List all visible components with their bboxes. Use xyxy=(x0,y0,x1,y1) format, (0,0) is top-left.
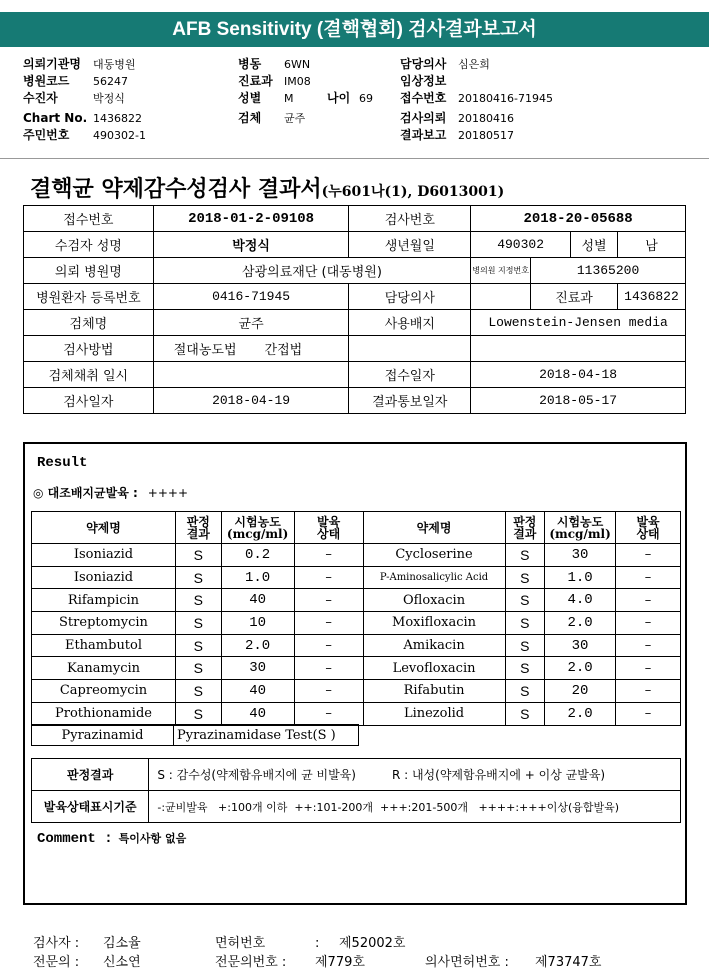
collect-date xyxy=(153,362,349,388)
table-row xyxy=(32,634,681,657)
patient-sex: 남 xyxy=(617,232,685,258)
info-value: 6WN xyxy=(284,58,311,71)
drug-drug-cell: Isoniazid xyxy=(32,544,176,567)
info-value: M xyxy=(284,92,294,105)
col-header-conc: 시험농도 (mcg/ml) xyxy=(221,512,294,544)
drug-result-cell: S xyxy=(175,702,221,725)
method-2: 간접법 xyxy=(264,343,303,358)
drug-result-cell: S xyxy=(175,634,221,657)
drug-drug-cell: Linezolid xyxy=(363,702,505,725)
drug-result-cell: S xyxy=(505,702,545,725)
drug-conc-cell: 1.0 xyxy=(221,566,294,589)
drug-result-cell: S xyxy=(175,680,221,703)
footer-row-2 xyxy=(33,951,601,970)
info-label: 검체 xyxy=(238,111,262,125)
cell-label: 검사번호 xyxy=(349,206,471,232)
info-value: 20180416-71945 xyxy=(458,92,553,105)
drug-drug-cell: Kanamycin xyxy=(32,657,176,680)
cell-label: 사용배지 xyxy=(349,310,471,336)
col-header-growth: 발육 상태 xyxy=(616,512,681,544)
info-label: 담당의사 xyxy=(400,57,447,71)
department: 1436822 xyxy=(617,284,685,310)
drug-growth-cell: – xyxy=(294,680,363,703)
pyrazinamide-table xyxy=(31,724,359,746)
drug-conc-cell: 30 xyxy=(545,544,616,567)
cell-label: 병원환자 등록번호 xyxy=(24,284,154,310)
drug-growth-cell: – xyxy=(294,566,363,589)
doctor-name xyxy=(471,284,531,310)
drug-growth-cell: – xyxy=(294,589,363,612)
info-col-3 xyxy=(400,56,553,144)
drug-growth-cell: – xyxy=(294,612,363,635)
received-date: 2018-04-18 xyxy=(471,362,686,388)
cell-label: 검사일자 xyxy=(24,388,154,414)
drug-drug-cell: Ofloxacin xyxy=(363,589,505,612)
drug-drug-cell: Prothionamide xyxy=(32,702,176,725)
license-number: 제52002호 xyxy=(339,936,406,951)
control-label: ◎ 대조배지균발육 : xyxy=(33,486,138,500)
info-label: 의뢰기관명 xyxy=(23,57,81,71)
col-header-drug: 약제명 xyxy=(363,512,505,544)
drug-drug-cell: Streptomycin xyxy=(32,612,176,635)
age-label: 나이 xyxy=(327,91,351,105)
test-number: 2018-20-05688 xyxy=(471,206,686,232)
info-value: 박정식 xyxy=(93,92,125,105)
drug-result-cell: S xyxy=(175,589,221,612)
comment-label: Comment : xyxy=(37,831,113,847)
hospital-name: 삼광의료재단 (대동병원) xyxy=(153,258,470,284)
table-row xyxy=(32,702,681,725)
info-value: 490302-1 xyxy=(93,129,146,142)
cell-label: 생년월일 xyxy=(349,232,471,258)
control-growth xyxy=(33,484,188,501)
cell-label: 접수번호 xyxy=(24,206,154,232)
drug-growth-cell: – xyxy=(616,589,681,612)
drug-conc-cell: 4.0 xyxy=(545,589,616,612)
table-row xyxy=(32,589,681,612)
designated-number: 11365200 xyxy=(531,258,686,284)
report-title-bar: AFB Sensitivity (결핵협회) 검사결과보고서 xyxy=(0,12,709,47)
drug-result-cell: S xyxy=(505,589,545,612)
culture-media: Lowenstein-Jensen media xyxy=(471,310,686,336)
drug-growth-cell: – xyxy=(294,657,363,680)
drug-conc-cell: 20 xyxy=(545,680,616,703)
specimen-name: 균주 xyxy=(153,310,349,336)
info-label: 수진자 xyxy=(23,91,58,105)
cell-label: 검체채취 일시 xyxy=(24,362,154,388)
info-label: 진료과 xyxy=(238,74,273,88)
col-header-growth: 발육 상태 xyxy=(294,512,363,544)
col-header-result: 판정 결과 xyxy=(505,512,545,544)
report-heading: 결핵균 약제감수성검사 결과서 xyxy=(30,176,322,202)
notify-date: 2018-05-17 xyxy=(471,388,686,414)
comment-value: 특이사항 없음 xyxy=(118,832,187,845)
drug-conc-cell: 40 xyxy=(221,589,294,612)
drug-result-cell: S xyxy=(175,544,221,567)
info-label: 성별 xyxy=(238,91,262,105)
doctor-license-number: 제73747호 xyxy=(535,955,602,970)
drug-conc-cell: 10 xyxy=(221,612,294,635)
judge-r: R : 내성(약제함유배지에 + 이상 균발육) xyxy=(391,768,606,782)
drug-growth-cell: – xyxy=(616,657,681,680)
drug-result-cell: S xyxy=(505,657,545,680)
col-header-drug: 약제명 xyxy=(32,512,176,544)
drug-conc-cell: 30 xyxy=(221,657,294,680)
info-value: 20180416 xyxy=(458,112,514,125)
drug-conc-cell: 0.2 xyxy=(221,544,294,567)
drug-conc-cell: 2.0 xyxy=(545,612,616,635)
drug-drug-cell: Capreomycin xyxy=(32,680,176,703)
info-label: 병원코드 xyxy=(23,74,70,88)
pyrazinamide-drug: Pyrazinamid xyxy=(32,725,174,746)
info-value: 1436822 xyxy=(93,112,142,125)
cell-label: 의뢰 병원명 xyxy=(24,258,154,284)
drug-drug-cell: P-Aminosalicylic Acid xyxy=(363,566,505,589)
drug-growth-cell: – xyxy=(616,680,681,703)
spec-no-label: 전문의번호 : xyxy=(215,955,287,970)
receipt-number: 2018-01-2-09108 xyxy=(153,206,349,232)
info-value: 대동병원 xyxy=(93,58,136,71)
table-row xyxy=(32,612,681,635)
info-value: 56247 xyxy=(93,75,128,88)
drug-growth-cell: – xyxy=(294,544,363,567)
footer-row-1: 검사자 : 김소율 면허번호 : 제52002호 xyxy=(33,932,405,951)
specialist-label: 전문의 : xyxy=(33,955,80,970)
drug-growth-cell: – xyxy=(616,702,681,725)
cell-label: 검체명 xyxy=(24,310,154,336)
judge-s: S : 감수성(약제함유배지에 균 비발육) xyxy=(157,768,356,782)
growth-criteria: -:균비발육 +:100개 이하 ++:101-200개 +++:201-500개 ++++:+++이상(융합발육) xyxy=(149,791,681,823)
cell-label: 담당의사 xyxy=(349,284,471,310)
patient-name: 박정식 xyxy=(153,232,349,258)
cell-label: 병의원 지정번호 xyxy=(471,258,531,284)
cell-label: 수검자 성명 xyxy=(24,232,154,258)
drug-result-cell: S xyxy=(175,657,221,680)
drug-result-cell: S xyxy=(505,680,545,703)
info-label: 병동 xyxy=(238,57,262,71)
pyrazinamidase-test: Pyrazinamidase Test(S ) xyxy=(174,725,359,746)
drug-conc-cell: 30 xyxy=(545,634,616,657)
cell-label: 결과통보일자 xyxy=(349,388,471,414)
drug-drug-cell: Levofloxacin xyxy=(363,657,505,680)
age-value: 69 xyxy=(359,92,373,105)
table-row xyxy=(32,680,681,703)
info-value: IM08 xyxy=(284,75,311,88)
col-header-conc: 시험농도 (mcg/ml) xyxy=(545,512,616,544)
drug-drug-cell: Cycloserine xyxy=(363,544,505,567)
drug-conc-cell: 40 xyxy=(221,702,294,725)
info-label: 접수번호 xyxy=(400,91,447,105)
growth-label: 발육상태표시기준 xyxy=(32,791,149,823)
drug-conc-cell: 2.0 xyxy=(221,634,294,657)
table-row xyxy=(32,544,681,567)
specialist-name: 신소연 xyxy=(103,955,141,970)
patient-registration: 0416-71945 xyxy=(153,284,349,310)
info-value: 균주 xyxy=(284,112,306,125)
legend-table xyxy=(31,758,681,823)
divider xyxy=(0,158,709,159)
info-value: 심은희 xyxy=(458,58,490,71)
drug-growth-cell: – xyxy=(616,634,681,657)
drug-growth-cell: – xyxy=(616,612,681,635)
result-report-title xyxy=(30,172,504,203)
comment xyxy=(37,830,186,847)
drug-conc-cell: 1.0 xyxy=(545,566,616,589)
report-code: (누601나(1), D6013001) xyxy=(321,184,505,200)
birth-date: 490302 xyxy=(471,232,571,258)
drug-result-cell: S xyxy=(505,544,545,567)
cell-label: 검사방법 xyxy=(24,336,154,362)
drug-conc-cell: 2.0 xyxy=(545,657,616,680)
drug-result-cell: S xyxy=(175,612,221,635)
drug-conc-cell: 2.0 xyxy=(545,702,616,725)
drug-drug-cell: Rifabutin xyxy=(363,680,505,703)
drug-growth-cell: – xyxy=(294,702,363,725)
info-label: 임상정보 xyxy=(400,74,447,88)
drug-drug-cell: Amikacin xyxy=(363,634,505,657)
table-row xyxy=(32,566,681,589)
info-label: Chart No. xyxy=(23,111,88,125)
drug-growth-cell: – xyxy=(616,566,681,589)
cell-label: 접수일자 xyxy=(349,362,471,388)
drug-result-cell: S xyxy=(505,612,545,635)
info-col-1 xyxy=(23,56,146,144)
spec-number: 제779호 xyxy=(315,955,365,970)
control-value: ++++ xyxy=(147,486,188,500)
result-label: Result xyxy=(37,455,88,471)
drug-conc-cell: 40 xyxy=(221,680,294,703)
test-date: 2018-04-19 xyxy=(153,388,349,414)
drug-result-cell: S xyxy=(505,634,545,657)
license-label: 면허번호 xyxy=(215,936,266,951)
method-1: 절대농도법 xyxy=(173,343,237,358)
judge-label: 판정결과 xyxy=(32,759,149,791)
info-label: 결과보고 xyxy=(400,128,447,142)
cell-label: 진료과 xyxy=(531,284,618,310)
info-label: 검사의뢰 xyxy=(400,111,447,125)
drug-drug-cell: Moxifloxacin xyxy=(363,612,505,635)
cell-label: 성별 xyxy=(571,232,618,258)
doctor-license-label: 의사면허번호 : xyxy=(425,955,509,970)
drug-drug-cell: Rifampicin xyxy=(32,589,176,612)
info-value: 20180517 xyxy=(458,129,514,142)
drug-growth-cell: – xyxy=(294,634,363,657)
table-row xyxy=(32,657,681,680)
info-label: 주민번호 xyxy=(23,128,70,142)
info-col-2 xyxy=(238,56,373,127)
drug-drug-cell: Ethambutol xyxy=(32,634,176,657)
tester-label: 검사자 : xyxy=(33,936,80,951)
col-header-result: 판정 결과 xyxy=(175,512,221,544)
specimen-info-table xyxy=(23,205,686,414)
drug-result-cell: S xyxy=(175,566,221,589)
drug-sensitivity-table xyxy=(31,511,681,726)
drug-growth-cell: – xyxy=(616,544,681,567)
drug-drug-cell: Isoniazid xyxy=(32,566,176,589)
tester-name: 김소율 xyxy=(103,936,141,951)
drug-result-cell: S xyxy=(505,566,545,589)
